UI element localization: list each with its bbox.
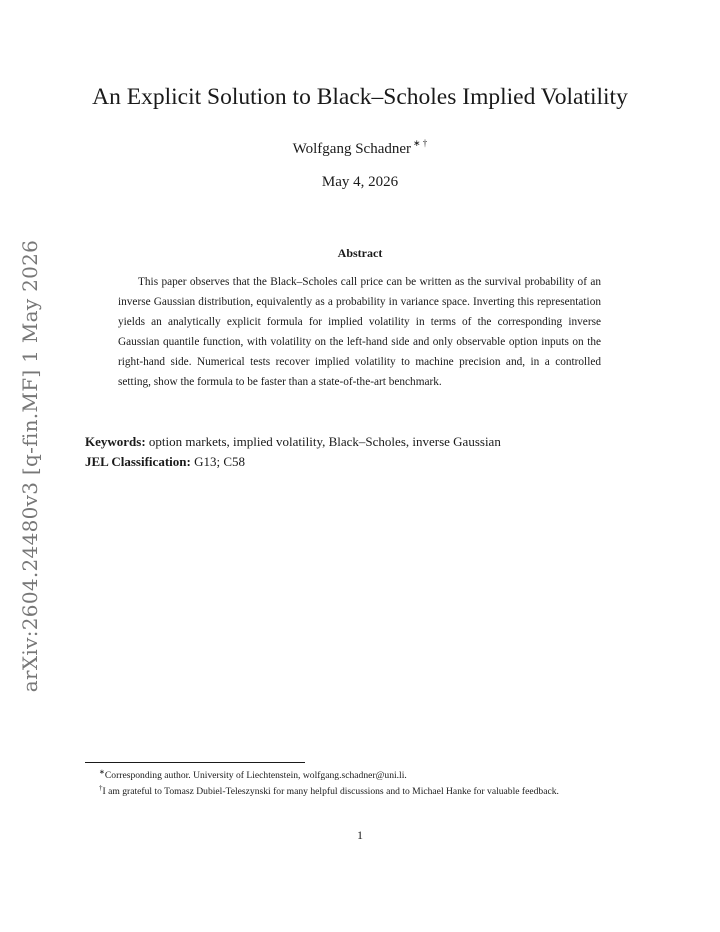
jel-label: JEL Classification:: [85, 454, 191, 469]
arxiv-sidebar: [14, 239, 46, 693]
keywords-line: [85, 432, 645, 452]
footnotes: [85, 766, 637, 798]
abstract-text: This paper observes that the Black–Scholes call price can be written as the survival probability of an inverse Gaussian distribution, equivalently as a probability in variance space. Inverting this representation yields an analytically explicit formula for implied volatility in terms of the corresponding inverse Gaussian quantile function, with volatility on the left-hand side and only observable option inputs on the right-hand side. Numerical tests recover implied volatility to machine precision and, in a controlled setting, show the formula to be faster than a state-of-the-art benchmark.: [118, 276, 601, 388]
author-footnote-marks: ∗ †: [413, 138, 428, 148]
keywords-value: option markets, implied volatility, Black–Scholes, inverse Gaussian: [148, 434, 501, 449]
paper-title: An Explicit Solution to Black–Scholes Implied Volatility: [92, 84, 628, 110]
keywords-block: [85, 432, 645, 472]
footnote-mark: ∗: [99, 768, 105, 776]
footnote-text: I am grateful to Tomasz Dubiel-Teleszynski for many helpful discussions and to Michael Hanke for valuable feedback.: [102, 786, 559, 797]
keywords-label: Keywords:: [85, 434, 146, 449]
jel-line: [85, 452, 645, 472]
footnote-divider: [85, 762, 305, 763]
jel-value: G13; C58: [194, 454, 245, 469]
abstract-heading: Abstract: [337, 246, 383, 260]
footnote-acknowledgement: [85, 782, 637, 798]
footnote-text: Corresponding author. University of Liechtenstein, wolfgang.schadner@uni.li.: [104, 770, 407, 781]
arxiv-identifier: arXiv:2604.24480v3 [q-fin.MF] 1 May 2026: [18, 239, 42, 693]
paper-date: May 4, 2026: [321, 174, 399, 190]
author-name: Wolfgang Schadner: [292, 141, 412, 157]
author-line: [60, 138, 660, 158]
footnote-corresponding: [85, 766, 637, 782]
footnote-mark: †: [99, 784, 103, 792]
page-number: 1: [357, 828, 363, 842]
